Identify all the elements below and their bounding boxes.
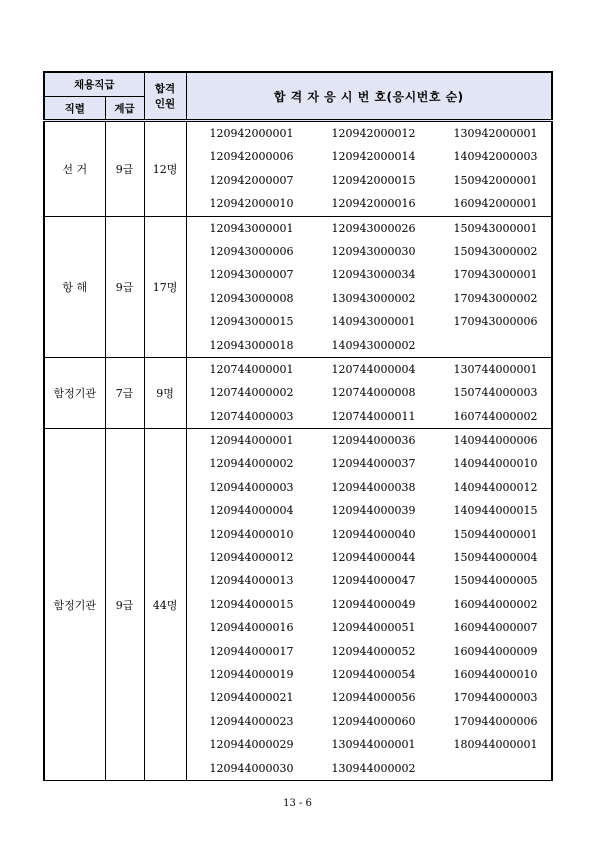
exam-number: 120943000018 bbox=[209, 338, 294, 352]
exam-number: 140943000001 bbox=[331, 315, 416, 329]
exam-number: 120943000007 bbox=[209, 268, 294, 282]
exam-number: 120944000015 bbox=[209, 597, 294, 611]
count-cell: 12명 bbox=[144, 121, 186, 217]
exam-number: 180944000001 bbox=[453, 738, 538, 752]
job-cell: 항 해 bbox=[44, 216, 105, 357]
exam-number: 170943000006 bbox=[453, 315, 538, 329]
exam-number: 160944000002 bbox=[453, 597, 538, 611]
exam-number: 130943000002 bbox=[331, 291, 416, 305]
exam-number: 120944000054 bbox=[331, 667, 416, 681]
exam-number: 120944000023 bbox=[209, 714, 294, 728]
exam-number: 120944000049 bbox=[331, 597, 416, 611]
exam-number bbox=[432, 334, 543, 357]
exam-number: 130944000001 bbox=[331, 738, 416, 752]
exam-number: 120944000001 bbox=[209, 434, 294, 448]
exam-number: 120942000015 bbox=[331, 173, 416, 187]
exam-number: 120942000007 bbox=[209, 173, 294, 187]
exam-number: 120944000051 bbox=[331, 621, 416, 635]
exam-number: 120943000030 bbox=[331, 244, 416, 258]
exam-number: 120744000002 bbox=[209, 386, 294, 400]
header-passed-count bbox=[144, 72, 186, 121]
grade-cell: 9급 bbox=[105, 216, 144, 357]
exam-number: 170943000001 bbox=[453, 268, 538, 282]
grade-cell: 9급 bbox=[105, 429, 144, 781]
exam-number: 120944000036 bbox=[331, 434, 416, 448]
header-row-1 bbox=[44, 72, 552, 97]
exam-number: 160744000002 bbox=[453, 409, 538, 423]
numbers-cell bbox=[186, 357, 552, 428]
exam-number: 120944000013 bbox=[209, 574, 294, 588]
exam-number: 120942000001 bbox=[209, 127, 294, 140]
exam-number: 150944000005 bbox=[453, 574, 538, 588]
numbers-cell bbox=[186, 121, 552, 217]
exam-number: 160944000009 bbox=[453, 644, 538, 658]
exam-number: 120943000001 bbox=[209, 221, 294, 235]
exam-number: 120744000004 bbox=[331, 362, 416, 376]
exam-number: 130944000002 bbox=[331, 761, 416, 775]
exam-number: 150944000004 bbox=[453, 551, 538, 565]
exam-number: 170943000002 bbox=[453, 291, 538, 305]
exam-number: 140943000002 bbox=[331, 338, 416, 352]
exam-number: 120944000016 bbox=[209, 621, 294, 635]
header-numbers-title: 합 격 자 응 시 번 호(응시번호 순) bbox=[186, 72, 552, 121]
exam-number bbox=[432, 757, 543, 780]
numbers-cell bbox=[186, 429, 552, 781]
exam-number: 140944000012 bbox=[453, 480, 538, 494]
exam-number: 120942000016 bbox=[331, 197, 416, 211]
exam-number: 140944000010 bbox=[453, 457, 538, 471]
exam-number: 120943000006 bbox=[209, 244, 294, 258]
exam-number: 120943000034 bbox=[331, 268, 416, 282]
exam-number: 170944000003 bbox=[453, 691, 538, 705]
exam-number: 120944000010 bbox=[209, 527, 294, 541]
exam-number: 120944000037 bbox=[331, 457, 416, 471]
exam-number: 140944000015 bbox=[453, 504, 538, 518]
exam-number: 120944000040 bbox=[331, 527, 416, 541]
exam-number: 120744000001 bbox=[209, 362, 294, 376]
exam-number: 120943000026 bbox=[331, 221, 416, 235]
job-cell: 선 거 bbox=[44, 121, 105, 217]
header-grade: 계급 bbox=[105, 97, 144, 121]
numbers-grid bbox=[187, 217, 552, 357]
exam-number: 120944000056 bbox=[331, 691, 416, 705]
group-row bbox=[44, 357, 552, 428]
exam-number: 140942000003 bbox=[453, 150, 538, 164]
exam-number: 150943000002 bbox=[453, 244, 538, 258]
numbers-grid bbox=[187, 358, 552, 428]
group-row bbox=[44, 429, 552, 781]
exam-number: 120943000008 bbox=[209, 291, 294, 305]
results-table bbox=[43, 71, 553, 781]
exam-number: 120944000017 bbox=[209, 644, 294, 658]
numbers-grid bbox=[187, 122, 552, 216]
count-cell: 9명 bbox=[144, 357, 186, 428]
exam-number: 150744000003 bbox=[453, 386, 538, 400]
exam-number: 150943000001 bbox=[453, 221, 538, 235]
exam-number: 150944000001 bbox=[453, 527, 538, 541]
exam-number: 120744000008 bbox=[331, 386, 416, 400]
exam-number: 120744000011 bbox=[331, 409, 416, 423]
grade-cell: 9급 bbox=[105, 121, 144, 217]
exam-number: 120944000021 bbox=[209, 691, 294, 705]
exam-number: 120942000006 bbox=[209, 150, 294, 164]
exam-number: 120944000002 bbox=[209, 457, 294, 471]
exam-number: 120942000014 bbox=[331, 150, 416, 164]
exam-number: 120944000030 bbox=[209, 761, 294, 775]
exam-number: 120944000047 bbox=[331, 574, 416, 588]
exam-number: 130744000001 bbox=[453, 362, 538, 376]
exam-number: 150942000001 bbox=[453, 173, 538, 187]
header-job: 직렬 bbox=[44, 97, 105, 121]
exam-number: 120944000052 bbox=[331, 644, 416, 658]
exam-number: 120944000038 bbox=[331, 480, 416, 494]
exam-number: 160944000010 bbox=[453, 667, 538, 681]
exam-number: 160944000007 bbox=[453, 621, 538, 635]
numbers-cell bbox=[186, 216, 552, 357]
page-number: 13 - 6 bbox=[283, 798, 312, 809]
exam-number: 140944000006 bbox=[453, 434, 538, 448]
header-passed-line2: 인원 bbox=[154, 98, 176, 110]
exam-number: 120942000012 bbox=[331, 127, 416, 140]
exam-number: 120944000060 bbox=[331, 714, 416, 728]
exam-number: 120744000003 bbox=[209, 409, 294, 423]
job-cell: 함정기관 bbox=[44, 357, 105, 428]
exam-number: 120944000012 bbox=[209, 551, 294, 565]
exam-number: 130942000001 bbox=[453, 127, 538, 140]
header-recruit-class: 채용직급 bbox=[44, 72, 144, 97]
exam-number: 120944000003 bbox=[209, 480, 294, 494]
count-cell: 44명 bbox=[144, 429, 186, 781]
count-cell: 17명 bbox=[144, 216, 186, 357]
exam-number: 120944000044 bbox=[331, 551, 416, 565]
group-row bbox=[44, 216, 552, 357]
job-cell: 함정기관 bbox=[44, 429, 105, 781]
exam-number: 120944000039 bbox=[331, 504, 416, 518]
exam-number: 120942000010 bbox=[209, 197, 294, 211]
header-passed-line1: 합격 bbox=[154, 83, 176, 95]
exam-number: 120944000004 bbox=[209, 504, 294, 518]
exam-number: 170944000006 bbox=[453, 714, 538, 728]
exam-number: 160942000001 bbox=[453, 197, 538, 211]
numbers-grid bbox=[187, 429, 552, 780]
exam-number: 120944000029 bbox=[209, 738, 294, 752]
group-row bbox=[44, 121, 552, 217]
exam-number: 120944000019 bbox=[209, 667, 294, 681]
grade-cell: 7급 bbox=[105, 357, 144, 428]
exam-number: 120943000015 bbox=[209, 315, 294, 329]
